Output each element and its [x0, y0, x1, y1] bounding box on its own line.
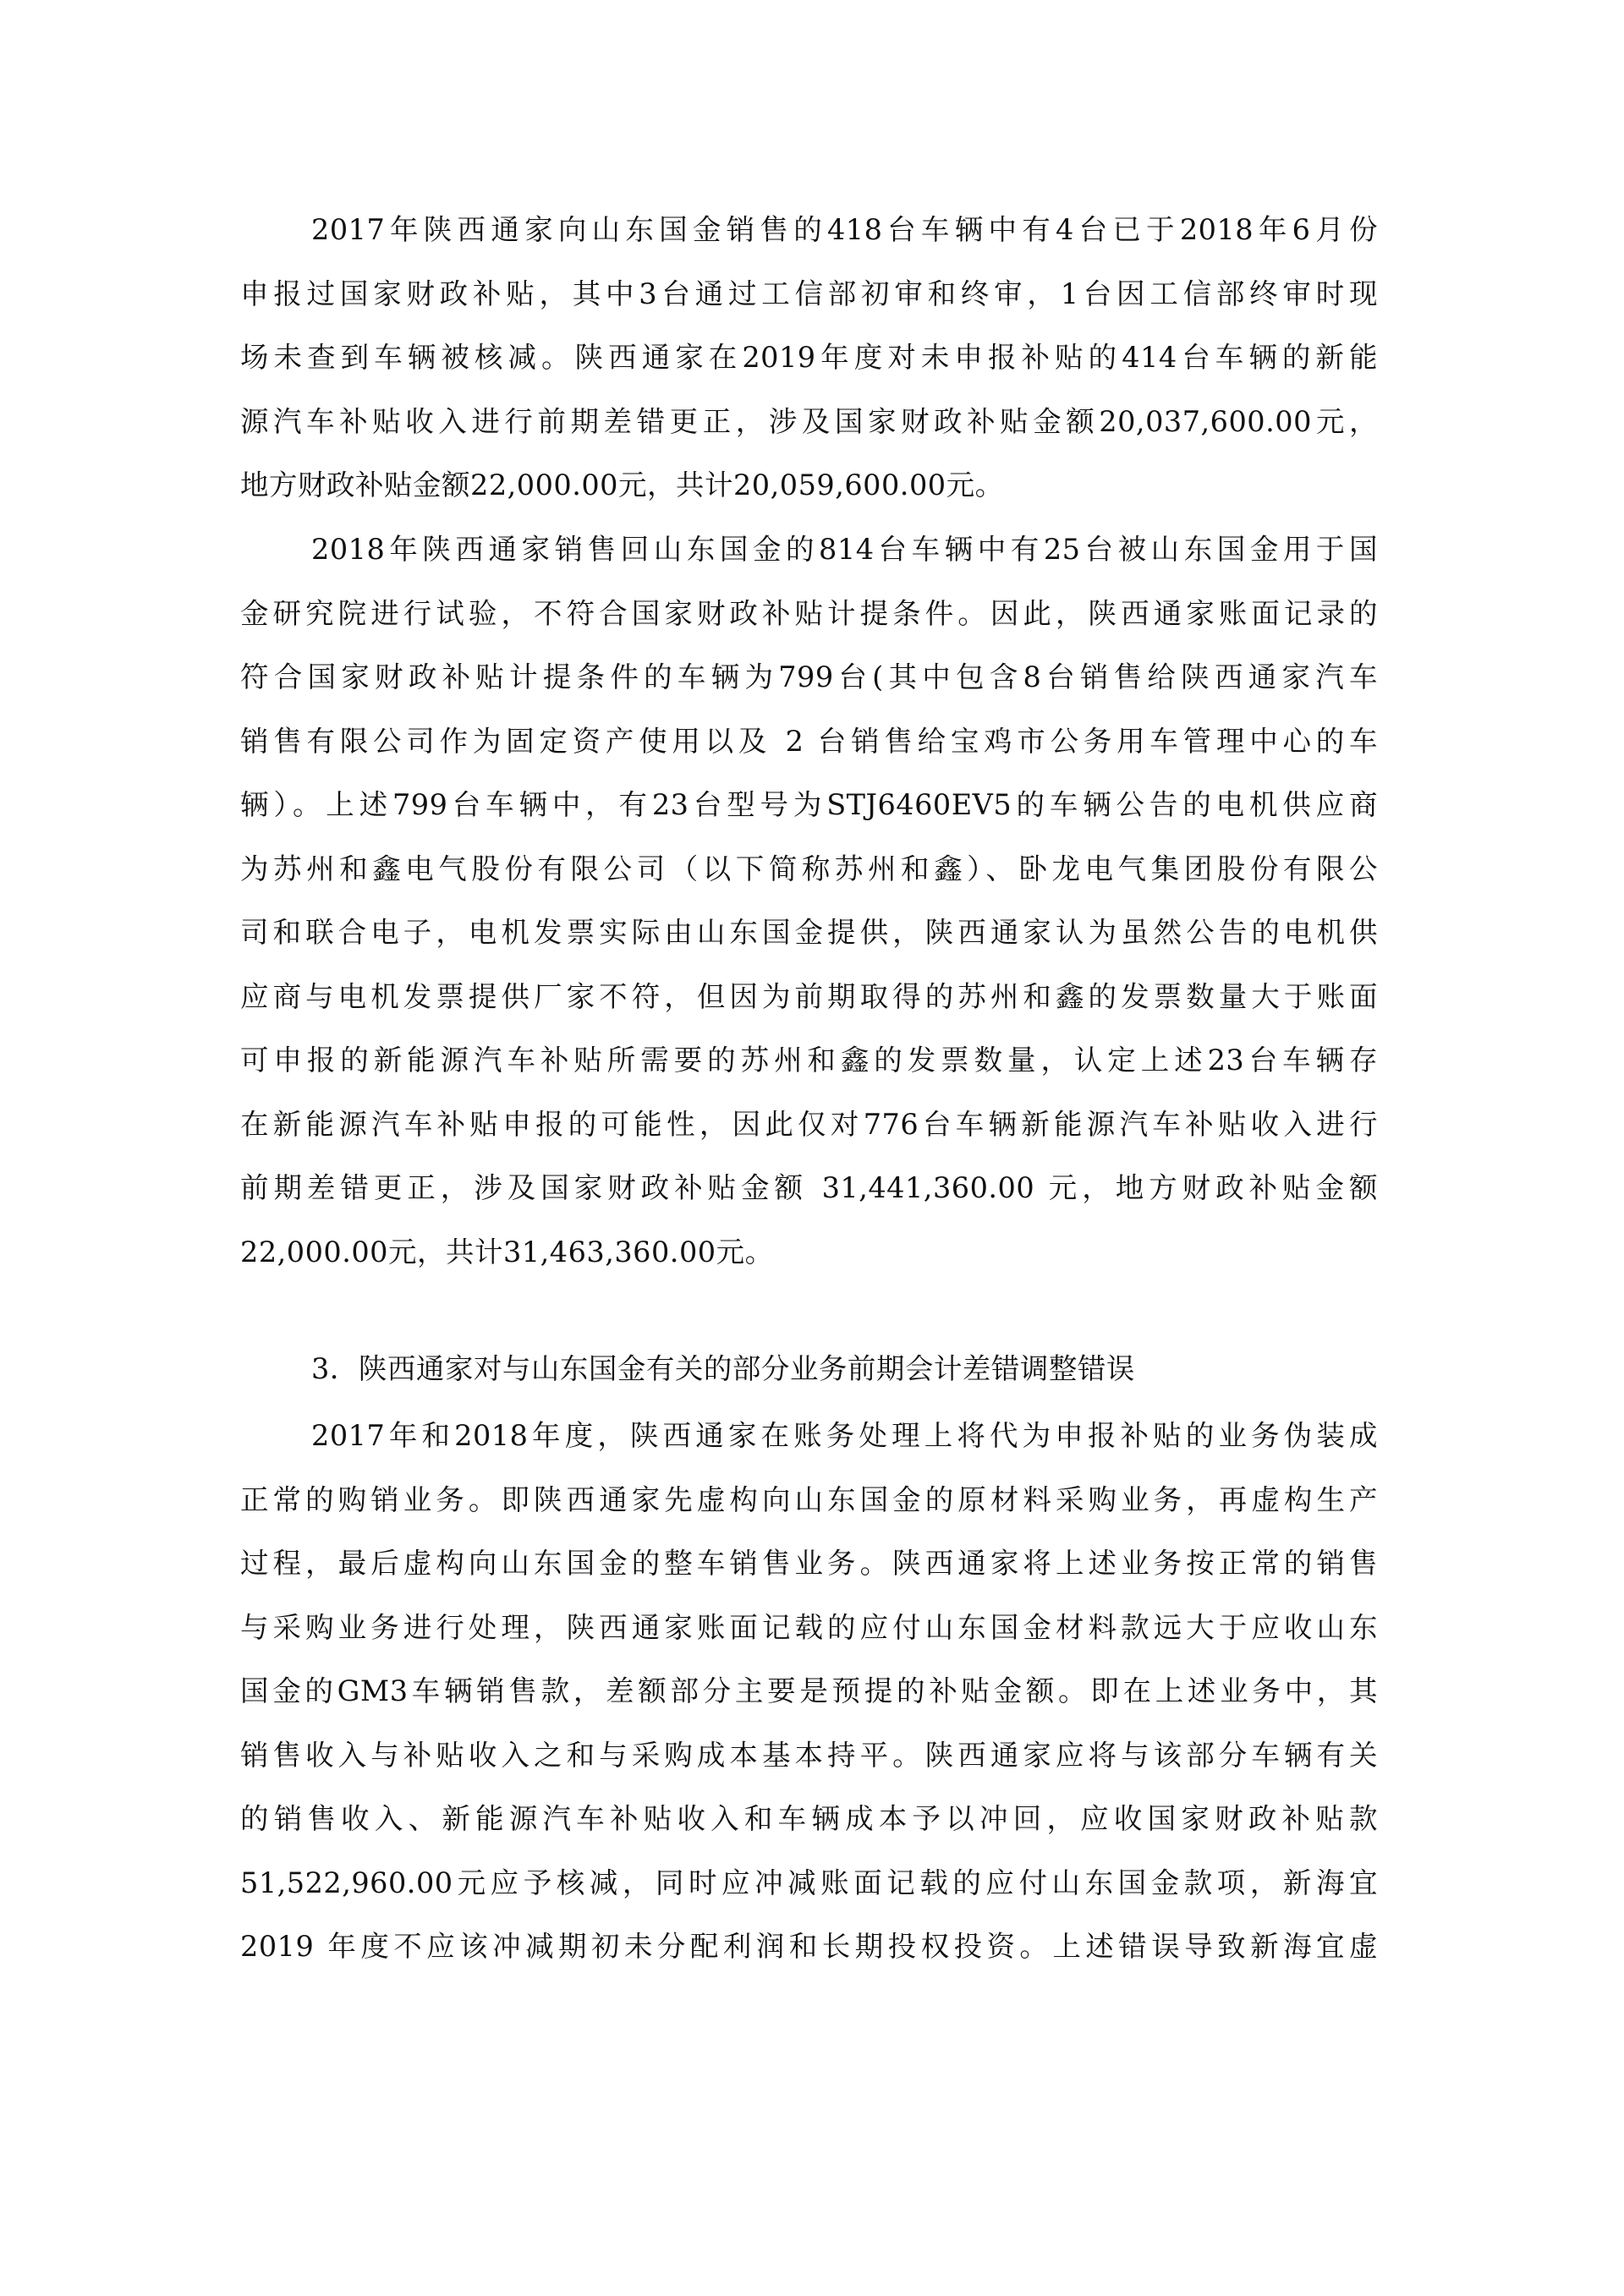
paragraph-line: 前期差错更正，涉及国家财政补贴金额 31,441,360.00 元，地方财政补贴金额	[240, 1171, 1378, 1204]
paragraph-2	[240, 518, 1378, 1284]
paragraph-3	[240, 1404, 1378, 1979]
paragraph-line: 2017年陕西通家向山东国金销售的418台车辆中有4台已于2018年6月份	[311, 213, 1378, 246]
section-heading-3	[240, 1337, 1378, 1401]
paragraph-line: 的销售收入、新能源汽车补贴收入和车辆成本予以冲回，应收国家财政补贴款	[240, 1802, 1378, 1835]
paragraph-line: 应商与电机发票提供厂家不符，但因为前期取得的苏州和鑫的发票数量大于账面	[240, 979, 1378, 1013]
paragraph-line: 销售有限公司作为固定资产使用以及 2 台销售给宝鸡市公务用车管理中心的车	[240, 724, 1378, 758]
paragraph-line: 场未查到车辆被核减。陕西通家在2019年度对未申报补贴的414台车辆的新能	[240, 341, 1378, 374]
paragraph-line: 与采购业务进行处理，陕西通家账面记载的应付山东国金材料款远大于应收山东	[240, 1610, 1378, 1644]
paragraph-line: 源汽车补贴收入进行前期差错更正，涉及国家财政补贴金额20,037,600.00元，	[240, 404, 1378, 438]
paragraph-line: 可申报的新能源汽车补贴所需要的苏州和鑫的发票数量，认定上述23台车辆存	[240, 1044, 1378, 1077]
paragraph-line: 正常的购销业务。即陕西通家先虚构向山东国金的原材料采购业务，再虚构生产	[240, 1482, 1378, 1516]
paragraph-line: 申报过国家财政补贴，其中3台通过工信部初审和终审，1台因工信部终审时现	[240, 277, 1378, 310]
paragraph-line: 金研究院进行试验，不符合国家财政补贴计提条件。因此，陕西通家账面记录的	[240, 596, 1378, 630]
paragraph-line: 国金的GM3车辆销售款，差额部分主要是预提的补贴金额。即在上述业务中，其	[240, 1674, 1378, 1707]
paragraph-line: 符合国家财政补贴计提条件的车辆为799台(其中包含8台销售给陕西通家汽车	[240, 660, 1378, 693]
paragraph-line: 地方财政补贴金额22,000.00元，共计20,059,600.00元。	[240, 469, 1004, 501]
paragraph-line: 为苏州和鑫电气股份有限公司（以下简称苏州和鑫）、卧龙电气集团股份有限公	[240, 852, 1378, 885]
paragraph-line: 2018年陕西通家销售回山东国金的814台车辆中有25台被山东国金用于国	[311, 533, 1378, 566]
paragraph-line: 2019 年度不应该冲减期初未分配利润和长期投权投资。上述错误导致新海宜虚	[240, 1930, 1378, 1963]
paragraph-line: 辆）。上述799台车辆中，有23台型号为STJ6460EV5的车辆公告的电机供应商	[240, 788, 1378, 821]
section-heading-text: 3．陕西通家对与山东国金有关的部分业务前期会计差错调整错误	[311, 1352, 1135, 1385]
paragraph-line: 在新能源汽车补贴申报的可能性，因此仅对776台车辆新能源汽车补贴收入进行	[240, 1107, 1378, 1141]
paragraph-line: 51,522,960.00元应予核减，同时应冲减账面记载的应付山东国金款项，新海宜	[240, 1866, 1378, 1899]
paragraph-line: 2017年和2018年度，陕西通家在账务处理上将代为申报补贴的业务伪装成	[311, 1419, 1378, 1452]
paragraph-line: 销售收入与补贴收入之和与采购成本基本持平。陕西通家应将与该部分车辆有关	[240, 1738, 1378, 1772]
paragraph-1	[240, 198, 1378, 518]
paragraph-line: 22,000.00元，共计31,463,360.00元。	[240, 1235, 774, 1269]
paragraph-line: 司和联合电子，电机发票实际由山东国金提供，陕西通家认为虽然公告的电机供	[240, 916, 1378, 949]
paragraph-line: 过程，最后虚构向山东国金的整车销售业务。陕西通家将上述业务按正常的销售	[240, 1547, 1378, 1580]
